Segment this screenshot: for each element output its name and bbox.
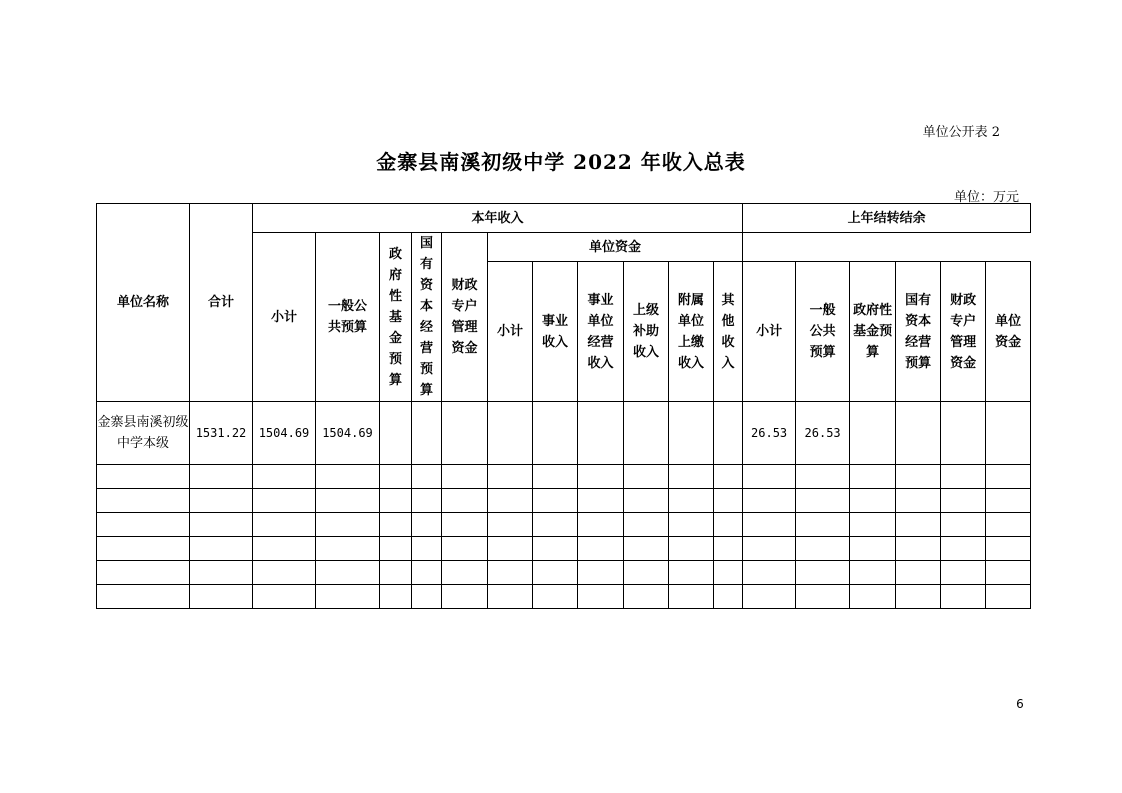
header-prior-government-fund-budget: 政府性基金预算 <box>850 262 896 402</box>
header-current-state-capital-budget: 国有资本经营预算 <box>412 233 442 402</box>
empty-cell <box>488 537 533 561</box>
empty-cell <box>986 537 1031 561</box>
header-prior-state-capital-budget: 国有资本经营预算 <box>896 262 941 402</box>
row-prior-subtotal: 26.53 <box>743 402 796 465</box>
empty-cell <box>380 537 412 561</box>
empty-cell <box>380 561 412 585</box>
empty-cell <box>316 465 380 489</box>
empty-cell <box>850 513 896 537</box>
empty-cell <box>380 489 412 513</box>
empty-cell <box>669 513 714 537</box>
empty-cell <box>316 585 380 609</box>
empty-cell <box>442 585 488 609</box>
empty-cell <box>986 513 1031 537</box>
empty-cell <box>97 489 190 513</box>
empty-cell <box>253 561 316 585</box>
empty-cell <box>669 561 714 585</box>
blank-row <box>97 537 1031 561</box>
empty-cell <box>412 402 442 465</box>
empty-cell <box>714 537 743 561</box>
empty-cell <box>578 537 624 561</box>
empty-cell <box>533 561 578 585</box>
empty-cell <box>578 402 624 465</box>
empty-cell <box>624 465 669 489</box>
empty-cell <box>578 465 624 489</box>
empty-cell <box>442 402 488 465</box>
empty-cell <box>533 513 578 537</box>
table-id: 单位公开表 2 <box>922 125 1000 140</box>
empty-cell <box>986 489 1031 513</box>
empty-cell <box>850 585 896 609</box>
empty-cell <box>669 537 714 561</box>
empty-cell <box>986 402 1031 465</box>
empty-cell <box>896 489 941 513</box>
empty-cell <box>190 537 253 561</box>
empty-cell <box>578 489 624 513</box>
empty-cell <box>488 513 533 537</box>
empty-cell <box>714 489 743 513</box>
empty-cell <box>578 585 624 609</box>
empty-cell <box>97 513 190 537</box>
row-total: 1531.22 <box>190 402 253 465</box>
empty-cell <box>442 465 488 489</box>
empty-cell <box>442 537 488 561</box>
empty-cell <box>941 537 986 561</box>
header-current-general-public-budget: 一般公共预算 <box>316 233 380 402</box>
empty-cell <box>488 402 533 465</box>
header-other-income: 其他收入 <box>714 262 743 402</box>
empty-cell <box>796 513 850 537</box>
empty-cell <box>316 489 380 513</box>
empty-cell <box>533 402 578 465</box>
empty-cell <box>190 465 253 489</box>
empty-cell <box>624 402 669 465</box>
empty-cell <box>578 561 624 585</box>
empty-cell <box>941 489 986 513</box>
empty-cell <box>412 489 442 513</box>
row-current-general-public-budget: 1504.69 <box>316 402 380 465</box>
unit-label: 单位：万元 <box>953 190 1019 205</box>
row-prior-general-public-budget: 26.53 <box>796 402 850 465</box>
empty-cell <box>796 465 850 489</box>
header-prior-year-carryover: 上年结转结余 <box>743 204 1031 233</box>
empty-cell <box>488 585 533 609</box>
empty-cell <box>533 489 578 513</box>
empty-cell <box>253 585 316 609</box>
empty-cell <box>850 489 896 513</box>
empty-cell <box>743 465 796 489</box>
empty-cell <box>97 537 190 561</box>
empty-cell <box>253 537 316 561</box>
header-business-income: 事业收入 <box>533 262 578 402</box>
empty-cell <box>624 513 669 537</box>
empty-cell <box>380 585 412 609</box>
empty-cell <box>743 585 796 609</box>
empty-cell <box>412 585 442 609</box>
empty-cell <box>488 561 533 585</box>
header-current-fiscal-special-funds: 财政专户管理资金 <box>442 233 488 402</box>
empty-cell <box>533 465 578 489</box>
empty-cell <box>669 402 714 465</box>
empty-cell <box>669 465 714 489</box>
empty-cell <box>253 513 316 537</box>
empty-cell <box>412 561 442 585</box>
empty-cell <box>533 537 578 561</box>
empty-cell <box>669 585 714 609</box>
empty-cell <box>380 513 412 537</box>
empty-cell <box>533 585 578 609</box>
empty-cell <box>896 465 941 489</box>
empty-cell <box>796 537 850 561</box>
empty-cell <box>941 402 986 465</box>
header-prior-fiscal-special-funds: 财政专户管理资金 <box>941 262 986 402</box>
blank-row <box>97 489 1031 513</box>
header-affiliated-remittance: 附属单位上缴收入 <box>669 262 714 402</box>
empty-cell <box>941 465 986 489</box>
empty-cell <box>743 561 796 585</box>
empty-cell <box>941 585 986 609</box>
empty-cell <box>796 585 850 609</box>
empty-cell <box>714 513 743 537</box>
header-prior-general-public-budget: 一般公共预算 <box>796 262 850 402</box>
empty-cell <box>850 402 896 465</box>
header-current-government-fund-budget: 政府性基金预算 <box>380 233 412 402</box>
empty-cell <box>796 561 850 585</box>
empty-cell <box>714 585 743 609</box>
empty-cell <box>850 561 896 585</box>
empty-cell <box>896 402 941 465</box>
empty-cell <box>743 537 796 561</box>
header-unit-name: 单位名称 <box>97 204 190 402</box>
empty-cell <box>190 489 253 513</box>
blank-row <box>97 465 1031 489</box>
header-unit-funds: 单位资金 <box>488 233 743 262</box>
empty-cell <box>97 561 190 585</box>
empty-cell <box>896 513 941 537</box>
empty-cell <box>850 537 896 561</box>
empty-cell <box>412 513 442 537</box>
empty-cell <box>316 537 380 561</box>
header-superior-subsidy: 上级补助收入 <box>624 262 669 402</box>
header-prior-unit-funds: 单位资金 <box>986 262 1031 402</box>
empty-cell <box>488 465 533 489</box>
blank-rows <box>97 465 1031 609</box>
page-number: 6 <box>1016 697 1024 711</box>
income-summary-table <box>96 203 1031 609</box>
empty-cell <box>743 513 796 537</box>
empty-cell <box>442 489 488 513</box>
empty-cell <box>380 402 412 465</box>
empty-cell <box>850 465 896 489</box>
row-current-subtotal: 1504.69 <box>253 402 316 465</box>
empty-cell <box>743 489 796 513</box>
empty-cell <box>986 561 1031 585</box>
empty-cell <box>412 537 442 561</box>
empty-cell <box>669 489 714 513</box>
empty-cell <box>986 465 1031 489</box>
table-row <box>97 402 1031 465</box>
empty-cell <box>97 585 190 609</box>
empty-cell <box>624 489 669 513</box>
row-unit-name: 金寨县南溪初级中学本级 <box>97 402 190 465</box>
blank-row <box>97 513 1031 537</box>
empty-cell <box>714 561 743 585</box>
empty-cell <box>380 465 412 489</box>
blank-row <box>97 561 1031 585</box>
header-prior-subtotal: 小计 <box>743 262 796 402</box>
empty-cell <box>896 561 941 585</box>
empty-cell <box>714 402 743 465</box>
empty-cell <box>442 561 488 585</box>
empty-cell <box>714 465 743 489</box>
empty-cell <box>796 489 850 513</box>
empty-cell <box>941 561 986 585</box>
empty-cell <box>896 537 941 561</box>
empty-cell <box>941 513 986 537</box>
empty-cell <box>190 513 253 537</box>
empty-cell <box>190 561 253 585</box>
empty-cell <box>412 465 442 489</box>
empty-cell <box>442 513 488 537</box>
empty-cell <box>624 585 669 609</box>
page-title: 金寨县南溪初级中学 2022 年收入总表 <box>376 150 746 174</box>
header-current-subtotal: 小计 <box>253 233 316 402</box>
header-total: 合计 <box>190 204 253 402</box>
empty-cell <box>253 489 316 513</box>
empty-cell <box>190 585 253 609</box>
empty-cell <box>488 489 533 513</box>
header-current-year-income: 本年收入 <box>253 204 743 233</box>
header-operating-income: 事业单位经营收入 <box>578 262 624 402</box>
empty-cell <box>316 561 380 585</box>
empty-cell <box>986 585 1031 609</box>
blank-row <box>97 585 1031 609</box>
empty-cell <box>624 537 669 561</box>
empty-cell <box>253 465 316 489</box>
empty-cell <box>578 513 624 537</box>
empty-cell <box>896 585 941 609</box>
empty-cell <box>97 465 190 489</box>
empty-cell <box>316 513 380 537</box>
header-unit-funds-subtotal: 小计 <box>488 262 533 402</box>
empty-cell <box>624 561 669 585</box>
